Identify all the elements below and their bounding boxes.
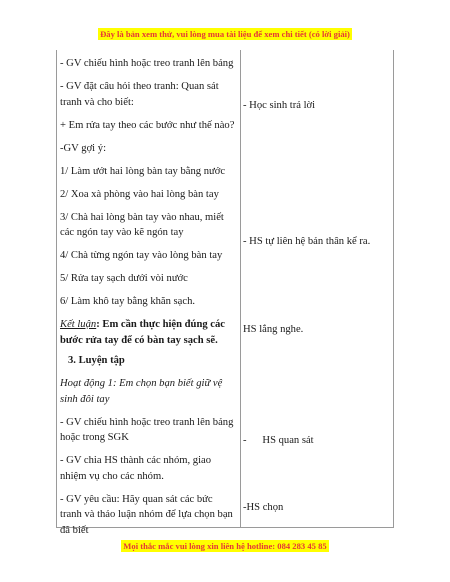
teacher-hint-label: -GV gợi ý: — [60, 142, 107, 154]
teacher-step: - GV chia HS thành các nhóm, giao nhiệm vụ cho các nhóm. — [60, 455, 212, 482]
hotline-footer — [0, 536, 450, 554]
hint-step: 6/ Làm khô tay bằng khăn sạch. — [60, 296, 196, 307]
teacher-step: - GV yêu cầu: Hãy quan sát các bức tranh và thảo luận nhóm để lựa chọn bạn đã biết — [60, 493, 233, 536]
student-response: - HS quan sát — [243, 435, 314, 446]
teacher-step: - GV đặt câu hỏi theo tranh: Quan sát tranh và cho biết: — [60, 81, 219, 108]
section-title: 3. Luyện tập — [68, 355, 125, 366]
student-response: -HS chọn — [243, 502, 284, 513]
hint-step: 4/ Chà từng ngón tay vào lòng bàn tay — [60, 250, 223, 261]
student-response: - Học sinh trả lời — [243, 100, 316, 111]
conclusion-text: : Em cần thực hiện đúng các bước rửa tay để có bàn tay sạch sẽ. — [60, 319, 225, 346]
hint-step: 2/ Xoa xà phòng vào hai lòng bàn tay — [60, 188, 219, 200]
hint-step: 3/ Chà hai lòng bàn tay vào nhau, miết các ngón tay vào kẽ ngón tay — [60, 211, 224, 238]
conclusion-label: Kết luận — [60, 319, 97, 330]
preview-banner — [0, 24, 450, 42]
student-response: - HS tự liên hệ bản thân kể ra. — [243, 236, 371, 247]
hint-step: 1/ Làm ướt hai lòng bàn tay bằng nước — [60, 165, 226, 177]
activity-title: Hoạt động 1: Em chọn bạn biết giữ vệ sinh đôi tay — [60, 378, 223, 405]
conclusion — [60, 317, 236, 348]
hint-step: 5/ Rửa tay sạch dưới vòi nước — [60, 273, 188, 284]
teacher-step: - GV chiếu hình hoặc treo tranh lên bảng — [60, 58, 234, 69]
column-divider — [240, 50, 241, 527]
hotline-text: Mọi thắc mắc vui lòng xin liên hệ hotline: 084 283 45 85 — [123, 541, 327, 551]
teacher-column — [57, 50, 240, 546]
preview-banner-text: Đây là bản xem thử, vui lòng mua tài liệu để xem chi tiết (có lời giải) — [100, 29, 350, 39]
student-response: HS lắng nghe. — [243, 324, 304, 335]
teacher-step: - GV chiếu hình hoặc treo tranh lên bảng hoặc trong SGK — [60, 416, 234, 443]
lesson-table — [56, 50, 394, 536]
teacher-question: + Em rửa tay theo các bước như thế nào? — [60, 119, 235, 131]
